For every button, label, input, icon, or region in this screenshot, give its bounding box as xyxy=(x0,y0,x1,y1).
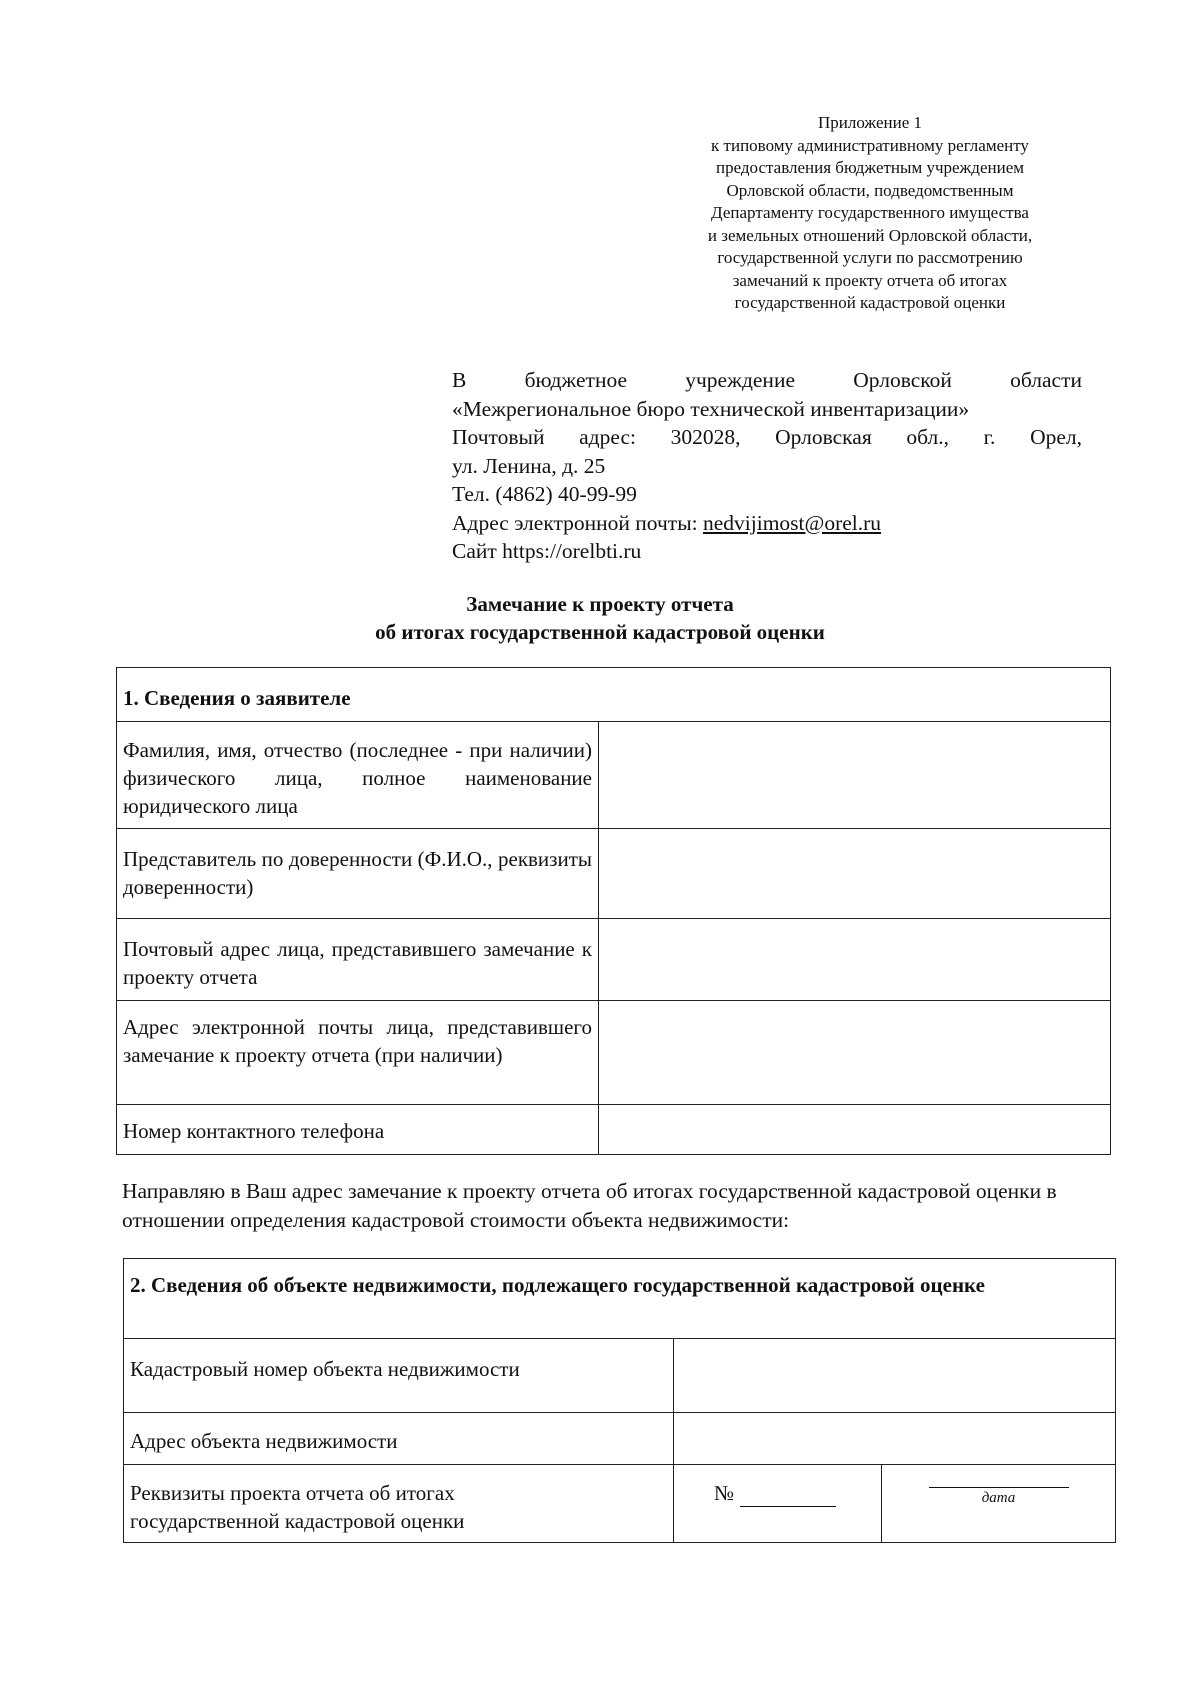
appendix-line: Приложение 1 xyxy=(818,113,922,132)
title-line: Замечание к проекту отчета xyxy=(466,592,734,616)
report-number-cell[interactable] xyxy=(674,1465,882,1543)
field-label: Фамилия, имя, отчество (последнее - при наличии) физического лица, полное наименование юридического лица xyxy=(117,722,599,829)
field-label: Адрес электронной почты лица, представившего замечание к проекту отчета (при наличии) xyxy=(117,1001,599,1105)
cadastral-number-cell[interactable] xyxy=(674,1339,1116,1413)
phone-cell[interactable] xyxy=(599,1105,1111,1155)
field-label: Почтовый адрес лица, представившего замечание к проекту отчета xyxy=(117,919,599,1001)
field-label: Адрес объекта недвижимости xyxy=(124,1413,674,1465)
addressee-email-row xyxy=(452,509,1082,538)
email-link[interactable]: nedvijimost@orel.ru xyxy=(703,510,882,535)
intro-paragraph: Направляю в Ваш адрес замечание к проекту отчета об итогах государственной кадастровой оценки в отношении определения кадастровой стоимости объекта недвижимости: xyxy=(122,1179,1057,1232)
section-heading: 2. Сведения об объекте недвижимости, подлежащего государственной кадастровой оценке xyxy=(124,1259,1116,1339)
appendix-line: замечаний к проекту отчета об итогах xyxy=(732,270,1008,290)
appendix-line: государственной услуги по рассмотрению xyxy=(717,248,1023,267)
field-label: Кадастровый номер объекта недвижимости xyxy=(124,1339,674,1413)
field-label: Представитель по доверенности (Ф.И.О., реквизиты доверенности) xyxy=(117,829,599,919)
addressee-site: Сайт https://orelbti.ru xyxy=(452,539,642,563)
title-line: об итогах государственной кадастровой оценки xyxy=(375,620,825,644)
date-caption: дата xyxy=(981,1490,1016,1506)
appendix-line: к типовому административному регламенту xyxy=(711,135,1029,155)
addressee-block xyxy=(452,366,1082,566)
addressee-line: В бюджетное учреждение Орловской области xyxy=(452,368,1082,392)
applicant-info-table xyxy=(116,667,1111,1155)
field-label: Номер контактного телефона xyxy=(117,1105,599,1155)
requisites-label xyxy=(124,1465,674,1543)
email-label: Адрес электронной почты: xyxy=(452,510,703,535)
representative-cell[interactable] xyxy=(599,829,1111,919)
addressee-line: «Межрегиональное бюро технической инвентаризации» xyxy=(452,396,970,421)
appendix-line: государственной кадастровой оценки xyxy=(734,293,1006,312)
appendix-line: и земельных отношений Орловской области, xyxy=(707,225,1033,245)
appendix-header xyxy=(670,112,1070,315)
requisites-line: Реквизиты проекта отчета об итогах xyxy=(130,1481,455,1505)
addressee-line: Почтовый адрес: 302028, Орловская обл., г. Орел, xyxy=(452,425,1082,449)
email-cell[interactable] xyxy=(599,1001,1111,1105)
section-heading: 1. Сведения о заявителе xyxy=(117,668,1111,722)
property-info-table xyxy=(123,1258,1116,1543)
appendix-line: Департаменту государственного имущества xyxy=(711,203,1029,222)
requisites-line: государственной кадастровой оценки xyxy=(130,1509,465,1533)
date-field xyxy=(888,1465,1109,1508)
report-date-cell[interactable] xyxy=(882,1465,1116,1543)
appendix-line: предоставления бюджетным учреждением xyxy=(715,158,1024,177)
number-blank xyxy=(740,1488,836,1507)
appendix-line: Орловской области, подведомственным xyxy=(726,180,1014,200)
addressee-line: ул. Ленина, д. 25 xyxy=(452,453,606,478)
postal-address-cell[interactable] xyxy=(599,919,1111,1001)
addressee-phone: Тел. (4862) 40-99-99 xyxy=(452,482,637,506)
document-title xyxy=(220,590,980,646)
applicant-name-cell[interactable] xyxy=(599,722,1111,829)
number-sign: № xyxy=(714,1481,735,1505)
property-address-cell[interactable] xyxy=(674,1413,1116,1465)
